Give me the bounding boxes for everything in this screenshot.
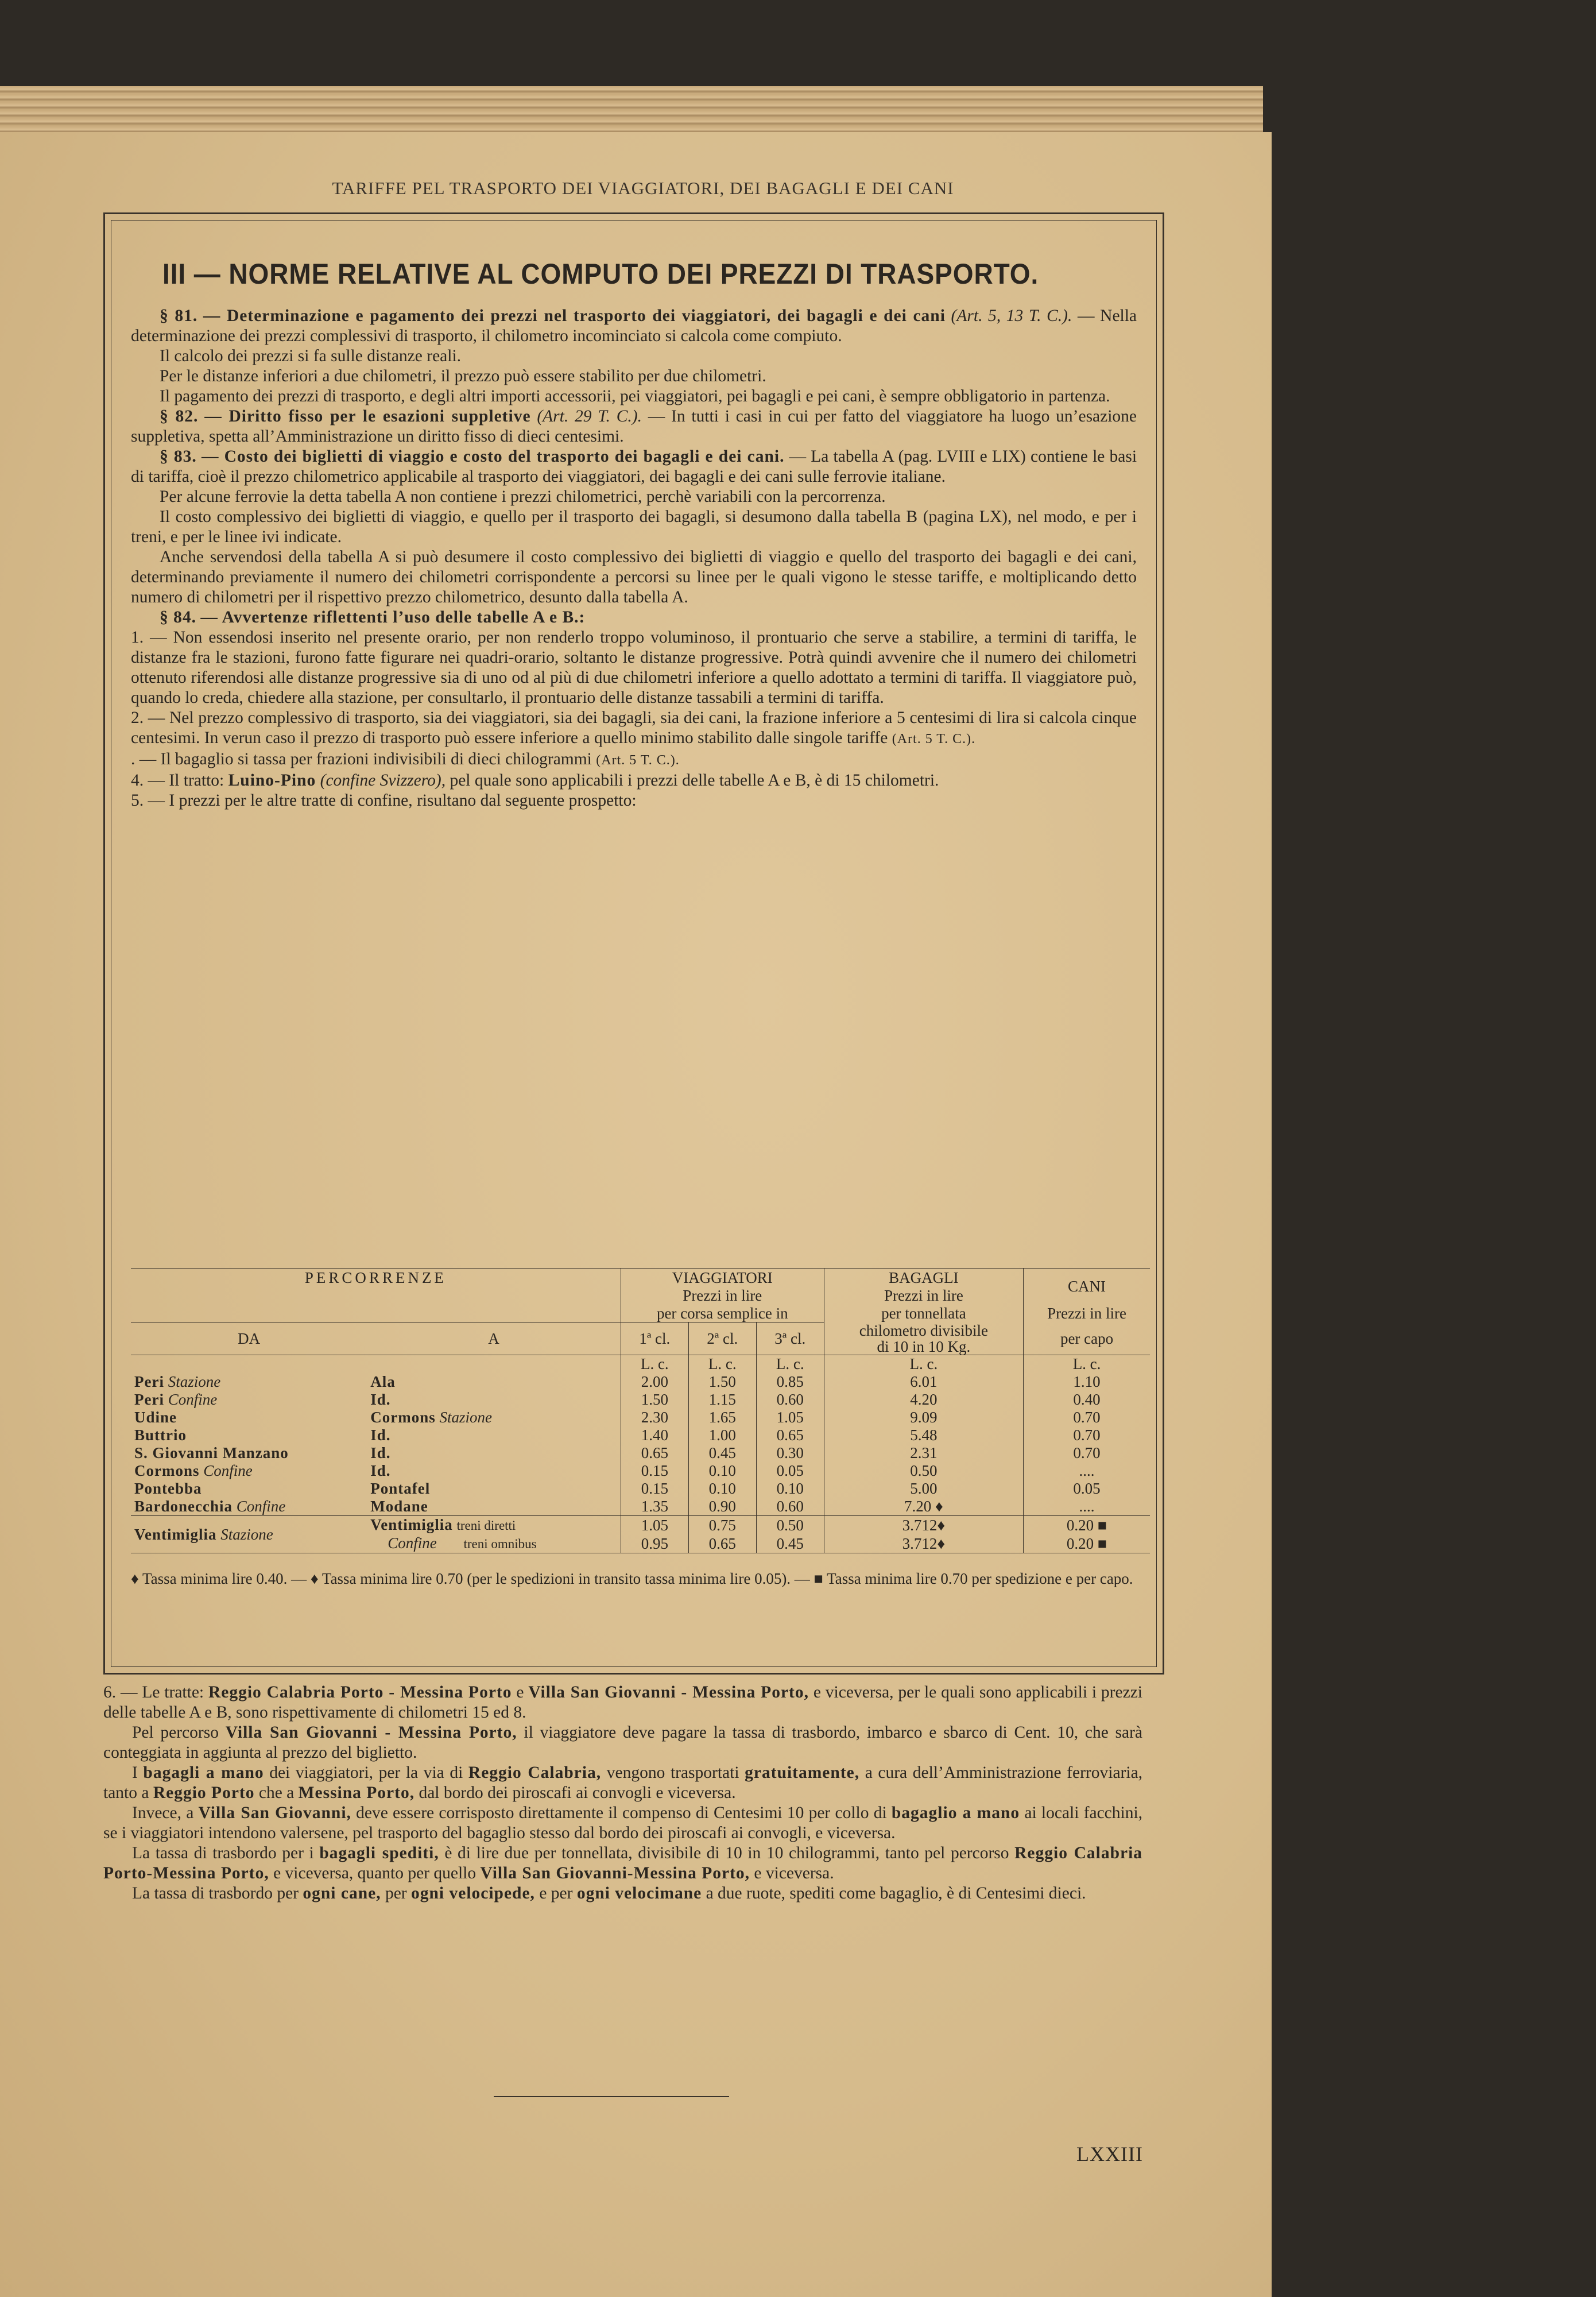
book-page — [0, 132, 1272, 2297]
item-3-text: . — Il bagaglio si tassa per frazioni indivisibili di dieci chilogrammi — [131, 750, 592, 768]
cell-cani: .... — [1024, 1498, 1150, 1516]
i6-p5a: La tassa di trasbordo per i — [132, 1844, 314, 1862]
h-bag-kg: di 10 in 10 Kg. — [877, 1337, 971, 1355]
s81-ref: (Art. 5, 13 T. C.). — [951, 307, 1072, 325]
venti-a2-name: Confine — [388, 1534, 437, 1552]
i6-p6d: ogni velocipede, — [411, 1884, 535, 1902]
cell-cl2: 0.10 — [688, 1462, 756, 1480]
s82-heading: — Diritto fisso per le esazioni suppletive — [204, 407, 531, 426]
table-header-row-2 — [131, 1286, 1150, 1304]
cell-cl2: 0.10 — [688, 1480, 756, 1498]
i6-p5g: e viceversa. — [754, 1864, 834, 1882]
cell-a — [367, 1498, 621, 1516]
table-row — [131, 1373, 1150, 1391]
venti-da-name: Ventimiglia — [134, 1525, 217, 1543]
cell-cl3: 0.30 — [756, 1444, 824, 1462]
a-name: Id. — [370, 1426, 391, 1444]
h-percorrenze: PERCORRENZE — [304, 1269, 447, 1286]
cell-a — [367, 1409, 621, 1426]
cell-cl1: 1.40 — [621, 1426, 688, 1444]
i6-p3g: a cura dell’Amministrazione ferroviaria, tanto a — [103, 1764, 1143, 1802]
table-row — [131, 1480, 1150, 1498]
cell-cl2: 1.65 — [688, 1409, 756, 1426]
item-4-note: (confine Svizzero), — [320, 771, 446, 790]
running-header: TARIFFE PEL TRASPORTO DEI VIAGGIATORI, DEI BAGAGLI E DEI CANI — [332, 178, 954, 198]
venti-r1-c1: 1.05 — [621, 1515, 688, 1534]
table-body — [131, 1373, 1150, 1516]
h-bag-chil — [824, 1322, 1023, 1355]
h-bag-prezzi: Prezzi in lire — [824, 1286, 1023, 1304]
table-row — [131, 1391, 1150, 1409]
i6-p5e: e viceversa, quanto per quello — [273, 1864, 477, 1882]
table-footnote: ♦ Tassa minima lire 0.40. — ♦ Tassa minima lire 0.70 (per le spedizioni in transito tassa minima lire 0.05). — ■ Tassa minima lire 0.70 per spedizione e per capo. — [131, 1570, 1133, 1587]
lower-text — [103, 1683, 1142, 1904]
da-name: S. Giovanni Manzano — [134, 1444, 289, 1461]
h-corsa: per corsa semplice in — [621, 1304, 824, 1322]
s83-num: § 83. — [160, 447, 197, 466]
h-cani: CANI — [1024, 1269, 1150, 1305]
i6-p5f: Villa San Giovanni-Messina Porto, — [480, 1864, 750, 1882]
table-row — [131, 1426, 1150, 1444]
cell-cani: 0.40 — [1024, 1391, 1150, 1409]
i6-p2b: Villa San Giovanni - Messina Porto, — [225, 1723, 517, 1742]
i6-lead: 6. — Le tratte: — [103, 1683, 204, 1702]
cell-da — [131, 1498, 367, 1516]
cell-bagagli: 7.20 ♦ — [824, 1498, 1023, 1516]
cell-cl3: 0.60 — [756, 1498, 824, 1516]
venti-r2-c2: 0.65 — [688, 1534, 756, 1553]
cell-bagagli: 6.01 — [824, 1373, 1023, 1391]
a-name: Id. — [370, 1444, 391, 1461]
i6-p3d: Reggio Calabria, — [468, 1764, 602, 1782]
i6-rest: e viceversa, per le quali sono applicabili i prezzi delle tabelle A e B, sono rispettivamente di chilometri 15 ed 8. — [103, 1683, 1142, 1722]
da-qualifier: Confine — [168, 1391, 218, 1408]
da-name: Peri — [134, 1391, 164, 1408]
cell-da — [131, 1426, 367, 1444]
da-qualifier: Stazione — [168, 1373, 221, 1390]
da-name: Cormons — [134, 1462, 200, 1479]
i6-p3i: che a — [258, 1784, 295, 1802]
h-a: A — [488, 1329, 499, 1347]
venti-r1-cani: 0.20 ■ — [1024, 1515, 1150, 1534]
a-name: Ala — [370, 1373, 396, 1390]
cell-cl1: 0.15 — [621, 1480, 688, 1498]
h-percorrenze-space — [131, 1286, 621, 1322]
cell-cl3: 0.85 — [756, 1373, 824, 1391]
cell-a — [367, 1373, 621, 1391]
item-3-ref: (Art. 5 T. C.). — [596, 753, 680, 768]
i6-p2 — [103, 1723, 1142, 1763]
cell-a — [367, 1480, 621, 1498]
cell-cani: 0.70 — [1024, 1426, 1150, 1444]
unit-c2: L. c. — [688, 1355, 756, 1373]
i6-p5d: Reggio Calabria Porto-Messina Porto, — [103, 1844, 1143, 1882]
unit-c3: L. c. — [756, 1355, 824, 1373]
cell-a — [367, 1444, 621, 1462]
venti-t1: treni diretti — [456, 1518, 516, 1533]
cell-bagagli: 5.48 — [824, 1426, 1023, 1444]
para-81 — [131, 306, 1137, 346]
da-name: Pontebba — [134, 1480, 202, 1497]
cell-cl3: 1.05 — [756, 1409, 824, 1426]
table-row — [131, 1498, 1150, 1516]
i6-p2c: il viaggiatore deve pagare la tassa di trasbordo, imbarco e sbarco di Cent. 10, che sarà conteggiata in aggiunta al prezzo del biglietto. — [103, 1723, 1142, 1762]
cell-da — [131, 1480, 367, 1498]
table-row — [131, 1444, 1150, 1462]
s82-text: — In tutti i casi in cui per fatto del viaggiatore ha luogo un’esazione suppletiva, spetta all’Amministrazione un diritto fisso di dieci centesimi. — [131, 407, 1137, 446]
da-name: Buttrio — [134, 1426, 187, 1444]
cell-cl3: 0.65 — [756, 1426, 824, 1444]
cell-cl3: 0.60 — [756, 1391, 824, 1409]
venti-r2-bag: 3.712♦ — [824, 1534, 1023, 1553]
cell-cl2: 0.90 — [688, 1498, 756, 1516]
table-header-row-1 — [131, 1269, 1150, 1287]
cell-bagagli: 5.00 — [824, 1480, 1023, 1498]
i6-p3a: I — [132, 1764, 138, 1782]
cell-da — [131, 1373, 367, 1391]
s83-heading: — Costo dei biglietti di viaggio e costo del trasporto dei bagagli e dei cani. — [201, 447, 785, 466]
cell-cl2: 1.00 — [688, 1426, 756, 1444]
i6-p4c: deve essere corrisposto direttamente il compenso di Centesimi 10 per collo di — [356, 1804, 887, 1822]
s81-heading: — Determinazione e pagamento dei prezzi nel trasporto dei viaggiatori, dei bagagli e dei cani — [203, 307, 946, 325]
a-name: Id. — [370, 1462, 391, 1479]
venti-a1-name: Ventimiglia — [370, 1515, 453, 1533]
venti-r1-c3: 0.50 — [756, 1515, 824, 1534]
i6-p4e: ai locali facchini, se i viaggiatori intendono valersene, pel trasporto del bagaglio stesso dal bordo dei piroscafi ai convogli, e viceversa. — [103, 1804, 1143, 1842]
cell-cl2: 0.45 — [688, 1444, 756, 1462]
i6-p3j: Messina Porto, — [298, 1784, 415, 1802]
da-name: Bardonecchia — [134, 1498, 233, 1515]
i6-p3h: Reggio Porto — [153, 1784, 255, 1802]
item-2-text: 2. — Nel prezzo complessivo di trasporto, sia dei viaggiatori, sia dei bagagli, sia dei cani, la frazione inferiore a 5 centesimi di lira si calcola cinque centesimi. In verun caso il prezzo di trasporto può essere inferiore a quello minimo stabilito dalle singole tariffe — [131, 709, 1137, 747]
unit-bag: L. c. — [824, 1355, 1023, 1373]
i6-p6b: ogni cane, — [303, 1884, 381, 1902]
cell-bagagli: 0.50 — [824, 1462, 1023, 1480]
cell-cl3: 0.10 — [756, 1480, 824, 1498]
venti-r2-cani: 0.20 ■ — [1024, 1534, 1150, 1553]
venti-r2-c1: 0.95 — [621, 1534, 688, 1553]
i6-p6a: La tassa di trasbordo per — [132, 1884, 299, 1902]
cell-cani: .... — [1024, 1462, 1150, 1480]
cell-da — [131, 1444, 367, 1462]
s83-text: — La tabella A (pag. LVIII e LIX) contiene le basi di tariffa, cioè il prezzo chilometrico applicabile al trasporto dei viaggiatori, dei bagagli e dei cani sulle ferrovie italiane. — [131, 447, 1137, 486]
h-bag-chil-1: chilometro divisibile — [859, 1321, 989, 1339]
h-cl1: 1ª cl. — [621, 1322, 688, 1355]
item-1: 1. — Non essendosi inserito nel presente orario, per non renderlo troppo voluminoso, il prontuario che serve a stabilire, a termini di tariffa, le distanze fra le stazioni, furono fatte figurare nei quadri-orario, soltanto le distanze progressive. Potrà quindi avvenire che il numero dei chilometri ottenuto riferendosi alle distanze progressive sia di uno od al più di due chilometri inferiore a quello adottato a termini di tariffa. Il viaggiatore può, quando lo creda, chiedere alla stazione, per consultarlo, il prontuario delle distanze tassabili a termini di tariffa. — [131, 628, 1137, 707]
cell-cani: 0.70 — [1024, 1409, 1150, 1426]
table-header-row-4 — [131, 1322, 1150, 1355]
i6-p6 — [103, 1884, 1142, 1904]
para-83-2: Per alcune ferrovie la detta tabella A non contiene i prezzi chilometrici, perchè variabili con la percorrenza. — [160, 488, 886, 506]
cell-cl1: 1.35 — [621, 1498, 688, 1516]
cell-cl3: 0.05 — [756, 1462, 824, 1480]
cell-da — [131, 1391, 367, 1409]
border-prices-table — [131, 1268, 1150, 1553]
item-4-text: pel quale sono applicabili i prezzi delle tabelle A e B, è di 15 chilometri. — [450, 771, 939, 790]
para-83 — [131, 447, 1137, 487]
i6-p3c: dei viaggiatori, per la via di — [269, 1764, 463, 1782]
cell-a — [367, 1426, 621, 1444]
item-5: 5. — I prezzi per le altre tratte di confine, risultano dal seguente prospetto: — [131, 791, 637, 810]
s84-num: § 84. — [160, 608, 196, 627]
h-cl3: 3ª cl. — [756, 1322, 824, 1355]
upper-text — [131, 306, 1137, 811]
a-name: Id. — [370, 1391, 391, 1408]
table-row — [131, 1409, 1150, 1426]
item-4 — [131, 771, 1137, 791]
h-prezzi-lire: Prezzi in lire — [621, 1286, 824, 1304]
i6-t2: Villa San Giovanni - Messina Porto, — [528, 1683, 809, 1702]
a-name: Modane — [370, 1498, 428, 1515]
i6-p2a: Pel percorso — [132, 1723, 219, 1742]
i6-p4d: bagaglio a mano — [891, 1804, 1020, 1822]
a-name: Pontafel — [370, 1480, 431, 1497]
cell-cl1: 1.50 — [621, 1391, 688, 1409]
para-82 — [131, 407, 1137, 447]
cell-cl1: 2.30 — [621, 1409, 688, 1426]
a-name: Cormons — [370, 1409, 436, 1426]
a-qualifier: Stazione — [439, 1409, 492, 1426]
page-number: LXXIII — [1076, 2143, 1143, 2165]
s81-num: § 81. — [160, 307, 198, 325]
i6-p4a: Invece, a — [132, 1804, 194, 1822]
para-84 — [131, 608, 1137, 628]
h-cani-prezzi: Prezzi in lire — [1024, 1304, 1150, 1322]
cell-cl2: 1.15 — [688, 1391, 756, 1409]
h-bag-ton: per tonnellata — [824, 1304, 1023, 1322]
item-6 — [103, 1683, 1142, 1723]
i6-p5 — [103, 1843, 1142, 1884]
venti-da — [131, 1515, 367, 1553]
venti-r1-c2: 0.75 — [688, 1515, 756, 1534]
h-viaggiatori: VIAGGIATORI — [621, 1269, 824, 1287]
h-bagagli: BAGAGLI — [824, 1269, 1023, 1287]
cell-da — [131, 1462, 367, 1480]
cell-bagagli: 2.31 — [824, 1444, 1023, 1462]
i6-p6g: a due ruote, spediti come bagaglio, è di Centesimi dieci. — [706, 1884, 1086, 1902]
i6-p6e: e per — [539, 1884, 573, 1902]
venti-t2: treni omnibus — [463, 1536, 537, 1551]
da-qualifier: Confine — [236, 1498, 286, 1515]
section-title: III — NORME RELATIVE AL COMPUTO DEI PREZZI DI TRASPORTO. — [162, 258, 1039, 290]
i6-p6f: ogni velocimane — [576, 1884, 702, 1902]
da-name: Peri — [134, 1373, 164, 1390]
cell-bagagli: 9.09 — [824, 1409, 1023, 1426]
h-cani-capo: per capo — [1024, 1322, 1150, 1355]
item-4-route: Luino-Pino — [228, 771, 316, 790]
h-da: DA — [238, 1329, 261, 1347]
i6-p3b: bagagli a mano — [143, 1764, 264, 1782]
s82-ref: (Art. 29 T. C.). — [537, 407, 642, 426]
venti-r1-bag: 3.712♦ — [824, 1515, 1023, 1534]
i6-p3e: vengono trasportati — [606, 1764, 739, 1782]
i6-p4 — [103, 1803, 1142, 1843]
para-81-2: Il calcolo dei prezzi si fa sulle distanze reali. — [160, 347, 462, 365]
cell-a — [367, 1391, 621, 1409]
cell-cani: 0.05 — [1024, 1480, 1150, 1498]
da-qualifier: Confine — [203, 1462, 253, 1479]
s81-text: — Nella determinazione dei prezzi complessivi di trasporto, il chilometro incominciato si calcola come compiuto. — [131, 307, 1137, 345]
para-83-4: Anche servendosi della tabella A si può desumere il costo complessivo dei biglietti di viaggio e quello del trasporto dei bagagli e dei cani, determinando previamente il numero dei chilometri corrispondente a percorsi su linee per le quali vigono le stesse tariffe, e moltiplicando detto numero di chilometri per il rispettivo prezzo chilometrico, desunto dalla tabella A. — [131, 548, 1137, 606]
unit-da — [131, 1355, 367, 1373]
i6-p3k: dal bordo dei piroscafi ai convogli e viceversa. — [419, 1784, 736, 1802]
h-cl2: 2ª cl. — [688, 1322, 756, 1355]
venti-r2-c3: 0.45 — [756, 1534, 824, 1553]
i6-p3f: gratuitamente, — [745, 1764, 860, 1782]
venti-a2 — [367, 1534, 621, 1553]
cell-cl1: 0.65 — [621, 1444, 688, 1462]
item-3 — [131, 749, 1137, 771]
text-frame — [103, 212, 1164, 1675]
i6-e: e — [516, 1683, 524, 1702]
para-81-3: Per le distanze inferiori a due chilometri, il prezzo può essere stabilito per due chilometri. — [160, 367, 766, 385]
cell-cl1: 0.15 — [621, 1462, 688, 1480]
cell-a — [367, 1462, 621, 1480]
item-2-ref: (Art. 5 T. C.). — [892, 732, 976, 747]
s84-heading: — Avvertenze riflettenti l’uso delle tabelle A e B.: — [200, 608, 586, 627]
i6-p6c: per — [385, 1884, 407, 1902]
da-name: Udine — [134, 1409, 177, 1426]
i6-p3 — [103, 1763, 1142, 1803]
unit-cani: L. c. — [1024, 1355, 1150, 1373]
cell-cl1: 2.00 — [621, 1373, 688, 1391]
venti-a1 — [367, 1515, 621, 1534]
venti-da-q: Stazione — [220, 1525, 273, 1543]
item-4-lead: 4. — Il tratto: — [131, 771, 224, 790]
cell-cl2: 1.50 — [688, 1373, 756, 1391]
cell-cani: 1.10 — [1024, 1373, 1150, 1391]
cell-cani: 0.70 — [1024, 1444, 1150, 1462]
item-2 — [131, 708, 1137, 749]
cell-da — [131, 1409, 367, 1426]
table-unit-row — [131, 1355, 1150, 1373]
table-row-ventimiglia-1 — [131, 1515, 1150, 1534]
s82-num: § 82. — [160, 407, 199, 426]
table-row — [131, 1462, 1150, 1480]
unit-a — [367, 1355, 621, 1373]
para-83-3: Il costo complessivo dei biglietti di viaggio, e quello per il trasporto dei bagagli, si desumono dalla tabella B (pagina LX), nel modo, e per i treni, e per le linee ivi indicate. — [131, 508, 1137, 546]
i6-p5c: è di lire due per tonnellata, divisibile di 10 in 10 chilogrammi, tanto pel percorso — [444, 1844, 1009, 1862]
i6-p4b: Villa San Giovanni, — [198, 1804, 351, 1822]
i6-p5b: bagagli spediti, — [319, 1844, 439, 1862]
cell-bagagli: 4.20 — [824, 1391, 1023, 1409]
i6-t1: Reggio Calabria Porto - Messina Porto — [208, 1683, 512, 1702]
unit-c1: L. c. — [621, 1355, 688, 1373]
para-81-4: Il pagamento dei prezzi di trasporto, e degli altri importi accessorii, pei viaggiatori, pei bagagli e pei cani, è sempre obbligatorio in partenza. — [160, 387, 1110, 405]
end-rule — [494, 2096, 729, 2097]
